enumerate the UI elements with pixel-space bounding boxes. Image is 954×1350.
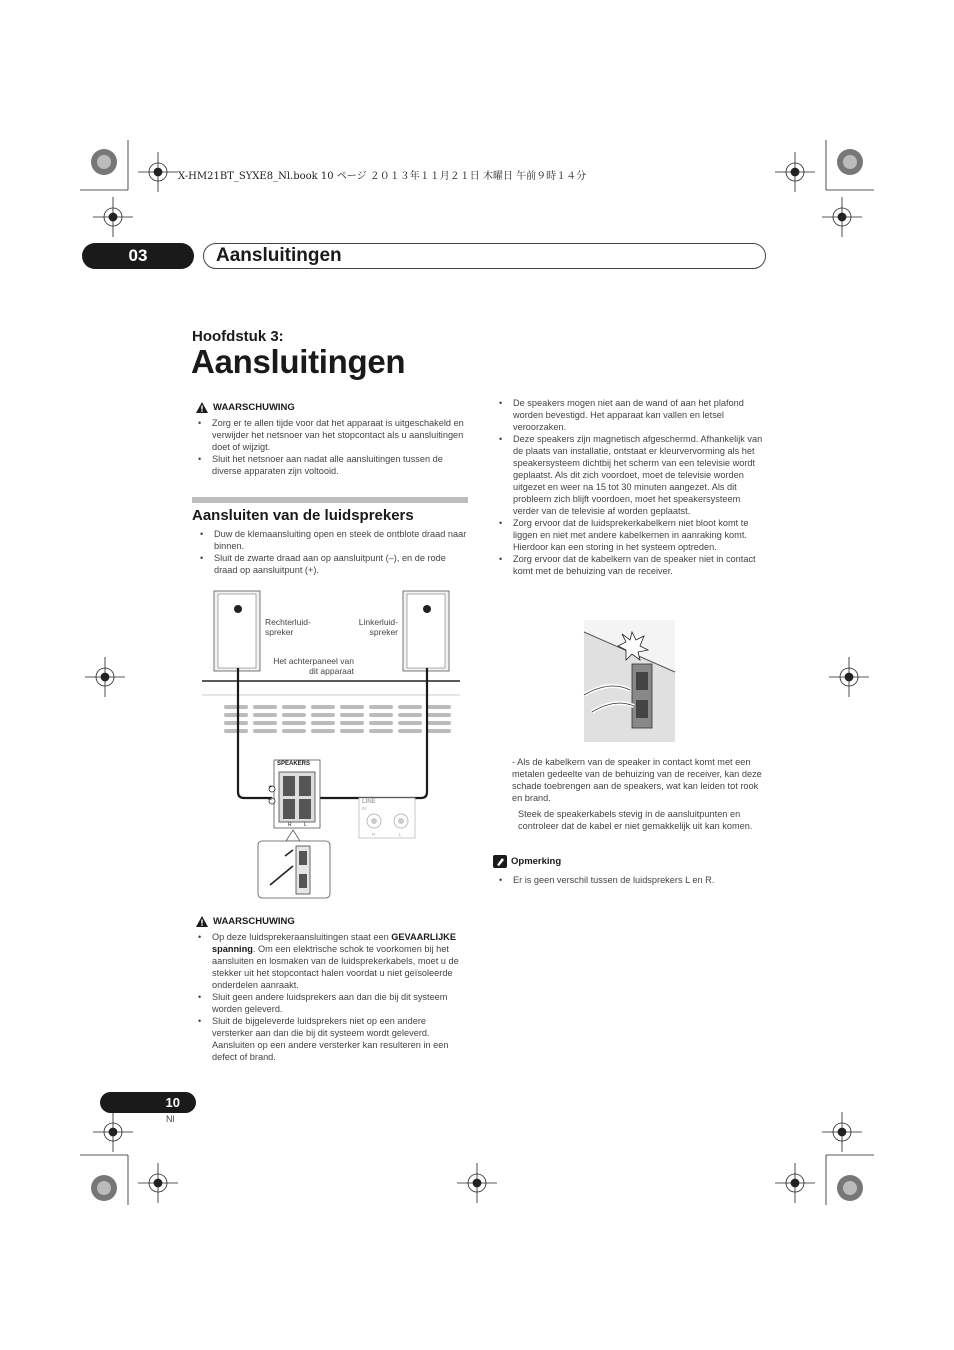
list-item: • Zorg ervoor dat de luidsprekerkabelkern niet bloot komt te liggen en niet met andere kabelkernen in aanraking komt. Hierdoor kan een storing in het systeem optreden.: [497, 517, 767, 553]
dash-note: - Als de kabelkern van de speaker in contact komt met een metalen gedeelte van de behuizing van de receiver, kan deze schade toebrengen aan de speakers, wat kan leiden tot rook en brand.: [512, 757, 762, 803]
list-item: • Op deze luidsprekeraansluitingen staat een GEVAARLIJKE spanning. Om een elektrische schok te voorkomen bij het aansluiten en losmaken van de luidsprekerkabels, moet u de stekker uit het stopcontact halen voordat u niet geïsoleerde onderdelen aanraakt.: [196, 931, 468, 991]
print-header: X-HM21BT_SYXE8_Nl.book 10 ページ ２０１３年１１月２１日 木曜日 午前９時１４分: [178, 171, 587, 182]
chapter-subtitle: Hoofdstuk 3:: [192, 328, 284, 345]
terminal-l-label: L: [304, 822, 307, 828]
list-item: • Zorg ervoor dat de kabelkern van de speaker niet in contact komt met de behuizing van de receiver.: [497, 553, 767, 577]
line-in-label: IN: [362, 806, 367, 811]
terminal-r-label: R: [288, 822, 292, 828]
rear-panel-label: Het achterpaneel van dit apparaat: [273, 656, 354, 676]
warning-label: WAARSCHUWING: [213, 402, 295, 413]
line-r-label: R: [372, 832, 376, 837]
list-item: • Er is geen verschil tussen de luidsprekers L en R.: [497, 874, 767, 886]
left-speaker-label: Linkerluid- spreker: [358, 617, 398, 637]
line-label: LINE: [362, 799, 376, 805]
plus-mark: +: [268, 784, 273, 791]
note-label: Opmerking: [511, 856, 562, 867]
list-item: • De speakers mogen niet aan de wand of aan het plafond worden bevestigd. Het apparaat kan vallen en letsel veroorzaken.: [497, 397, 767, 433]
note-list: [497, 874, 767, 886]
chapter-number: 03: [82, 243, 194, 269]
page-number: 10: [100, 1092, 196, 1113]
warning-label: WAARSCHUWING: [213, 916, 295, 927]
speakers-terminal-label: SPEAKERS: [277, 761, 311, 767]
right-speaker-label: Rechterluid- spreker: [265, 617, 311, 637]
line-l-label: L: [399, 832, 402, 837]
chapter-title: Aansluitingen: [216, 245, 342, 266]
note-heading: [493, 855, 561, 868]
minus-mark: –: [268, 796, 272, 803]
list-item: • Deze speakers zijn magnetisch afgeschermd. Afhankelijk van de plaats van installatie, ontstaat er kleurvervorming als het speakersysteem dichtbij het scherm van een televisie wordt geplaatst. Als dit zich voordoet, moet de televisie worden uitgezet en weer na 15 tot 30 minuten aangezet. Als dit probleem zich blijft voordoen, moet het speakersysteem verder van de televisie af worden geplaatst.: [497, 433, 767, 517]
list-item: • Sluit geen andere luidsprekers aan dan die bij dit systeem worden geleverd.: [196, 991, 468, 1015]
page-title: Aansluitingen: [191, 343, 406, 380]
list-item: • Sluit het netsnoer aan nadat alle aansluitingen tussen de diverse apparaten zijn voltooid.: [196, 453, 468, 477]
section-title: Aansluiten van de luidsprekers: [192, 507, 414, 524]
list-item: • Zorg er te allen tijde voor dat het apparaat is uitgeschakeld en verwijder het netsnoer van het stopcontact als u aansluitingen doet of wijzigt.: [196, 417, 468, 453]
page-language: Nl: [166, 1114, 175, 1124]
list-item: • Duw de klemaansluiting open en steek de ontblote draad naar binnen.: [198, 528, 468, 552]
list-item: • Sluit de zwarte draad aan op aansluitpunt (–), en de rode draad op aansluitpunt (+).: [198, 552, 468, 576]
dash-note-2: Steek de speakerkabels stevig in de aansluitpunten en controleer dat de kabel er niet gemakkelijk uit kan komen.: [518, 809, 753, 831]
note-icon: [493, 855, 507, 868]
list-item: • Sluit de bijgeleverde luidsprekers niet op een andere versterker aan dan die bij dit systeem wordt geleverd. Aansluiten op een andere versterker kan resulteren in een defect of brand.: [196, 1015, 468, 1063]
